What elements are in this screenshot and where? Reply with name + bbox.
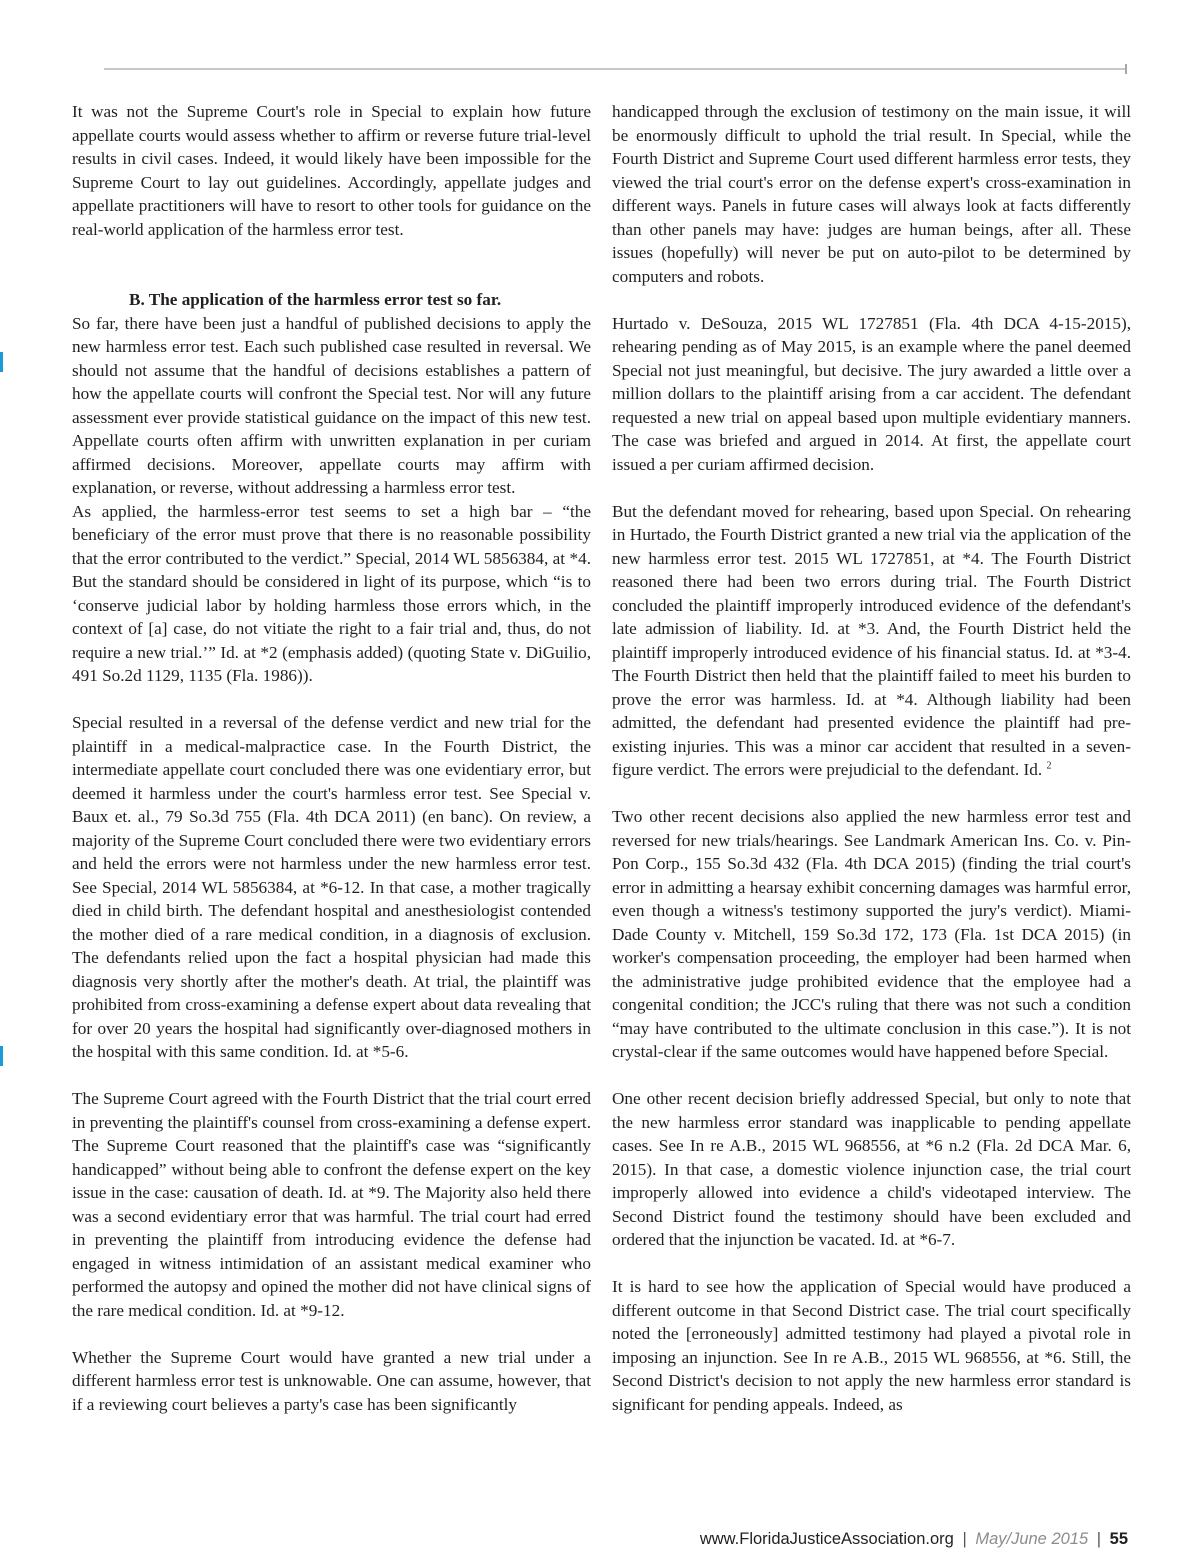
header-rule-end xyxy=(1125,64,1127,74)
spacer xyxy=(72,265,591,289)
paragraph: Whether the Supreme Court would have granted a new trial under a different harmless error test is unknowable. One can assume, however, that if a reviewing court believes a party's case has been significantly xyxy=(72,1347,591,1414)
paragraph-text: But the defendant moved for rehearing, based upon Special. On rehearing in Hurtado, the Fourth District granted a new trial via the application of the new harmless error test. 2015 WL 1727851, at *4. The Fourth District reasoned there had been two errors during trial. The Fourth District concluded the plaintiff improperly introduced evidence of the defendant's late admission of liability. Id. at *3. And, the Fourth District held the plaintiff improperly introduced evidence of his financial status. Id. at *3-4. The Fourth District then held that the plaintiff failed to meet his burden to prove the error was harmless. Id. at *4. Although liability had been admitted, the defendant had presented evidence the plaintiff had pre-existing injuries. This was a minor car accident that resulted in a seven-figure verdict. The errors were prejudicial to the defendant. Id. xyxy=(612,501,1131,779)
margin-marker xyxy=(0,1046,3,1066)
paragraph: One other recent decision briefly addressed Special, but only to note that the new harmless error standard was inapplicable to pending appellate cases. See In re A.B., 2015 WL 968556, at *6 n.2 (Fla. 2d DCA Mar. 6, 2015). In that case, a domestic violence injunction case, the trial court improperly allowed into evidence a child's videotaped interview. The Second District found the testimony should have been excluded and ordered that the injunction be vacated. Id. at *6-7. xyxy=(612,1089,1131,1249)
left-column xyxy=(72,100,591,1416)
paragraph: Two other recent decisions also applied the new harmless error test and reversed for new trials/hearings. See Landmark American Ins. Co. v. Pin-Pon Corp., 155 So.3d 432 (Fla. 4th DCA 2015) (finding the trial court's error in admitting a hearsay exhibit concerning damages was harmful error, even though a witness's testimony supported the jury's verdict). Miami-Dade County v. Mitchell, 159 So.3d 172, 173 (Fla. 1st DCA 2015) (in worker's compensation proceeding, the employer had been harmed when the administrative judge prohibited evidence that the employee had a congenital condition; the JCC's ruling that there was not such a condition “may have contributed to the ultimate conclusion in this case.”). It is not crystal-clear if the same outcomes would have happened before Special. xyxy=(612,807,1131,1061)
paragraph: So far, there have been just a handful of published decisions to apply the new harmless error test. Each such published case resulted in reversal. We should not assume that the handful of decisions establishes a pattern of how the appellate courts will confront the Special test. Nor will any future assessment ever provide statistical guidance on the impact of this new test. Appellate courts often affirm with unwritten explanation in per curiam affirmed decisions. Moreover, appellate courts may affirm with explanation, or reverse, without addressing a harmless error test. xyxy=(72,313,591,497)
page-footer xyxy=(700,1530,1128,1549)
header-rule xyxy=(104,68,1126,70)
paragraph: It is hard to see how the application of Special would have produced a different outcome in that Second District case. The trial court specifically noted the [erroneously] admitted testimony had played a pivotal role in imposing an injunction. See In re A.B., 2015 WL 968556, at *6. Still, the Second District's decision to not apply the new harmless error standard is significant for pending appeals. Indeed, as xyxy=(612,1277,1131,1414)
right-column xyxy=(612,100,1131,1416)
paragraph: Hurtado v. DeSouza, 2015 WL 1727851 (Fla. 4th DCA 4-15-2015), rehearing pending as of May 2015, is an example where the panel deemed Special not just meaningful, but decisive. The jury awarded a little over a million dollars to the plaintiff arising from a car accident. The defendant requested a new trial on appeal based upon multiple evidentiary manners. The case was briefed and argued in 2014. At first, the appellate court issued a per curiam affirmed decision. xyxy=(612,313,1131,474)
footer-separator: | xyxy=(1096,1530,1102,1548)
paragraph: As applied, the harmless-error test seems to set a high bar – “the beneficiary of the error must prove that there is no reasonable possibility that the error contributed to the verdict.” Special, 2014 WL 5856384, at *4. But the standard should be considered in light of its purpose, which “is to ‘conserve judicial labor by holding harmless those errors which, in the context of [a] case, do not vitiate the right to a fair trial and, thus, do not require a new trial.’” Id. at *2 (emphasis added) (quoting State v. DiGuilio, 491 So.2d 1129, 1135 (Fla. 1986)). xyxy=(72,501,591,685)
paragraph: Special resulted in a reversal of the defense verdict and new trial for the plaintiff in a medical-malpractice case. In the Fourth District, the intermediate appellate court concluded there was one evidentiary error, but deemed it harmless under the court's harmless error test. See Special v. Baux et. al., 79 So.3d 755 (Fla. 4th DCA 2011) (en banc). On review, a majority of the Supreme Court concluded there were two evidentiary errors and held the errors were not harmless under the new harmless error test. See Special, 2014 WL 5856384, at *6-12. In that case, a mother tragically died in child birth. The defendant hospital and anesthesiologist contended the mother died of a rare medical condition, in a diagnosis of exclusion. The defendants relied upon the fact a hospital physician had made this diagnosis very shortly after the mother's death. At trial, the plaintiff was prohibited from cross-examining a defense expert about data revealing that for over 20 years the hospital had significantly over-diagnosed mothers in the hospital with this same condition. Id. at *5-6. xyxy=(72,713,591,1061)
page-number: 55 xyxy=(1109,1530,1128,1548)
footnote-reference[interactable]: 2 xyxy=(1046,760,1052,772)
margin-marker xyxy=(0,352,3,372)
paragraph: The Supreme Court agreed with the Fourth District that the trial court erred in preventing the plaintiff's counsel from cross-examining a defense expert. The Supreme Court reasoned that the plaintiff's case was “significantly handicapped” without being able to confront the defense expert on the key issue in the case: causation of death. Id. at *9. The Majority also held there was a second evidentiary error that was harmful. The trial court had erred in preventing the plaintiff from introducing evidence the defense had engaged in witness intimidation of an assistant medical examiner who performed the autopsy and opined the mother did not have clinical signs of the rare medical condition. Id. at *9-12. xyxy=(72,1089,591,1320)
section-heading: B. The application of the harmless error test so far. xyxy=(129,290,502,309)
footer-website[interactable]: www.FloridaJusticeAssociation.org xyxy=(699,1530,954,1548)
footer-issue: May/June 2015 xyxy=(975,1530,1089,1548)
paragraph xyxy=(612,500,1131,782)
footer-separator: | xyxy=(962,1530,967,1548)
paragraph: It was not the Supreme Court's role in Special to explain how future appellate courts would assess whether to affirm or reverse future trial-level results in civil cases. Indeed, it would likely have been impossible for the Supreme Court to lay out guidelines. Accordingly, appellate judges and appellate practitioners will have to resort to other tools for guidance on the real-world application of the harmless error test. xyxy=(72,102,591,239)
paragraph: handicapped through the exclusion of testimony on the main issue, it will be enormously difficult to uphold the trial result. In Special, while the Fourth District and Supreme Court used different harmless error tests, they viewed the trial court's error on the defense expert's cross-examination in different ways. Panels in future cases will always look at facts differently than other panels may have: judges are human beings, after all. These issues (hopefully) will never be put on auto-pilot to be determined by computers and robots. xyxy=(612,102,1131,286)
